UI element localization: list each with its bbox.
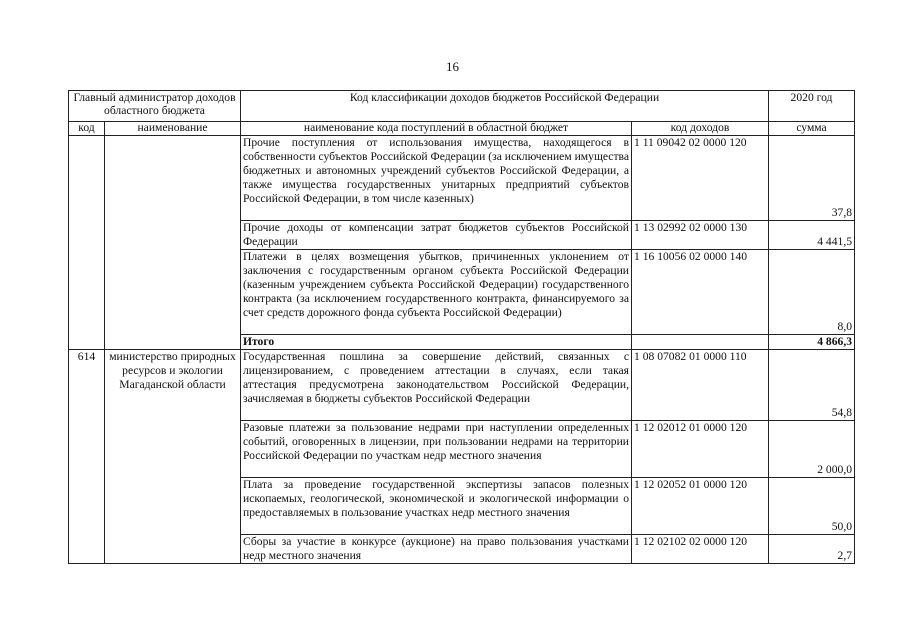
header-year: 2020 год — [769, 91, 855, 122]
income-sum: 50,0 — [769, 478, 855, 535]
income-sum: 2 000,0 — [769, 421, 855, 478]
subheader-sum: сумма — [769, 122, 855, 136]
total-label: Итого — [241, 335, 632, 350]
table-header-row — [69, 91, 855, 122]
total-sum: 4 866,3 — [769, 335, 855, 350]
income-sum: 37,8 — [769, 136, 855, 221]
header-code-classification: Код классификации доходов бюджетов Российской Федерации — [241, 91, 769, 122]
subheader-income-name: наименование кода поступлений в областной бюджет — [241, 122, 632, 136]
income-code: 1 13 02992 02 0000 130 — [632, 221, 769, 250]
table-row — [69, 136, 855, 221]
income-sum: 2,7 — [769, 535, 855, 564]
income-sum: 54,8 — [769, 350, 855, 421]
admin-name: министерство природных ресурсов и экологии Магаданской области — [105, 350, 241, 564]
income-description: Государственная пошлина за совершение действий, связанных с лицензированием, с проведением аттестации в случаях, если такая аттестация предусмотрена законодательством Российской Федерации, зачисляемая в бюджеты субъектов Российской Федерации — [241, 350, 632, 421]
header-main-admin: Главный администратор доходов областного бюджета — [69, 91, 241, 122]
subheader-code: код — [69, 122, 105, 136]
subheader-income-code: код доходов — [632, 122, 769, 136]
admin-name-cell-empty — [105, 136, 241, 350]
table-row — [69, 350, 855, 421]
income-code: 1 08 07082 01 0000 110 — [632, 350, 769, 421]
income-code: 1 12 02102 02 0000 120 — [632, 535, 769, 564]
income-description: Прочие доходы от компенсации затрат бюджетов субъектов Российской Федерации — [241, 221, 632, 250]
income-code: 1 11 09042 02 0000 120 — [632, 136, 769, 221]
table-subheader-row — [69, 122, 855, 136]
income-code: 1 16 10056 02 0000 140 — [632, 250, 769, 335]
income-description: Прочие поступления от использования имущества, находящегося в собственности субъектов Российской Федерации (за исключением имущества бюджетных и автономных учреждений субъектов Российской Федерации, а также имущества государственных унитарных предприятий субъектов Российской Федерации, в том числе казенных) — [241, 136, 632, 221]
revenue-table — [68, 90, 855, 564]
admin-code: 614 — [69, 350, 105, 564]
income-description: Плата за проведение государственной экспертизы запасов полезных ископаемых, геологической, экономической и экологической информации о предоставляемых в пользование участках недр местного значения — [241, 478, 632, 535]
admin-code-cell-empty — [69, 136, 105, 350]
income-code: 1 12 02052 01 0000 120 — [632, 478, 769, 535]
subheader-name: наименование — [105, 122, 241, 136]
income-description: Разовые платежи за пользование недрами при наступлении определенных событий, оговоренных в лицензии, при пользовании недрами на территории Российской Федерации по участкам недр местного значения — [241, 421, 632, 478]
income-description: Платежи в целях возмещения убытков, причиненных уклонением от заключения с государственным органом субъекта Российской Федерации (казенным учреждением субъекта Российской Федерации) государственного контракта (за исключением государственного контракта, финансируемого за счет средств дорожного фонда субъекта Российской Федерации) — [241, 250, 632, 335]
income-description: Сборы за участие в конкурсе (аукционе) на право пользования участками недр местного значения — [241, 535, 632, 564]
total-code-empty — [632, 335, 769, 350]
income-sum: 8,0 — [769, 250, 855, 335]
income-sum: 4 441,5 — [769, 221, 855, 250]
income-code: 1 12 02012 01 0000 120 — [632, 421, 769, 478]
page-number: 16 — [446, 59, 459, 74]
